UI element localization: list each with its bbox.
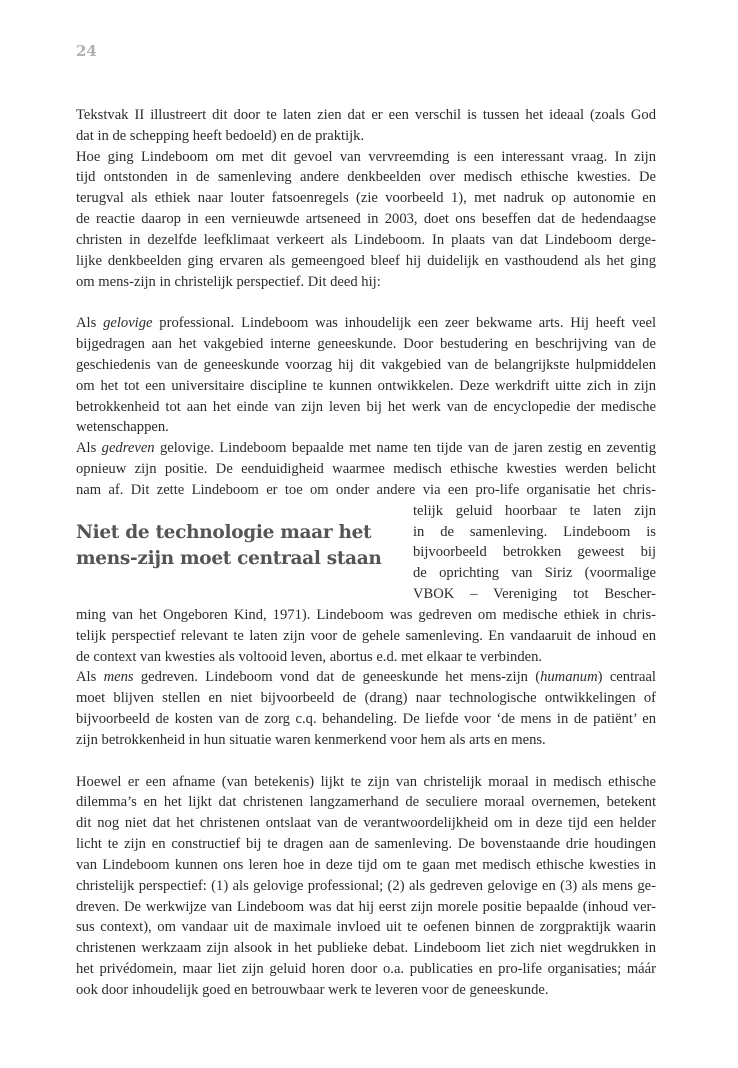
text-segment: bijgedragen aan het vakgebied interne geneeskunde. Door bestudering en beschrijving van de [76,336,656,353]
text-line [76,105,656,125]
text-line [76,876,656,896]
text-segment: Tekstvak II illustreert dit door te laten zien dat er een verschil is tussen het ideaal (zoals God [76,107,656,123]
text-line [76,605,656,625]
text-segment: om het tot een universitaire discipline te kunnen ontwikkelen. Deze werkdrift uitte zich in zijn [76,377,656,394]
text-segment: dit nog niet dat het christenen ontslaat van de verantwoordelijkheid om in deze tijd een helder [76,815,656,832]
text-segment: licht te zijn en constructief bij te dragen aan de samenleving. De bovenstaande drie houdingen [76,836,656,853]
text-segment: sus context), om vandaar uit de maximale invloed uit te oefenen binnen de zorgpraktijk waarin [76,919,656,936]
text-segment: Als [76,440,102,457]
text-segment: christelijk perspectief: (1) als gelovige professional; (2) als gedreven gelovige en (3) als mens ge- [76,877,656,894]
text-line [76,667,656,687]
emphasized-text: humanum [540,669,598,686]
text-segment: bijvoorbeeld betrokken geweest bij [413,544,656,561]
text-line [76,855,656,875]
text-line [76,834,656,854]
text-segment: Als [76,315,104,332]
text-line [76,709,656,729]
text-segment: bijvoorbeeld de kosten van de zorg c.q. behandeling. De liefde voor ‘de mens in de patiënt’ en [76,711,656,728]
text-segment: van Lindeboom kunnen ons leren hoe in deze tijd om te gaan met medisch ethische kwesties in [76,856,656,873]
text-line [76,126,656,146]
text-segment: dreven. De werkwijze van Lindeboom was dat hij eerst zijn morele positie bepaalde (inhoud ver- [76,898,656,915]
text-segment: ) centraal [597,669,656,686]
text-line [76,209,656,229]
text-segment: ming van het Ongeboren Kind, 1971). Lindeboom was gedreven om medische ethiek in chris- [76,606,656,623]
section-heading-line: mens-zijn moet centraal staan [76,548,382,569]
text-line [76,397,656,417]
text-segment: telijk perspectief relevant te laten zijn voor de gehele samenleving. En vandaaruit de inhoud en [76,627,656,644]
text-segment: Hoe ging Lindeboom om met dit gevoel van vervreemding is een interessant vraag. In zijn [76,148,656,165]
text-line [76,188,656,208]
text-line [413,563,656,583]
text-segment: VBOK – Vereniging tot Bescher- [413,586,656,603]
section-heading [76,520,396,572]
text-segment: dilemma’s en het lijkt dat christenen langzamerhand de seculiere moraal overnemen, betekent [76,794,656,811]
text-line [76,459,656,479]
text-line [76,230,656,250]
text-segment: gedreven. Lindeboom vond dat de geneeskunde het mens-zijn ( [133,669,541,686]
text-line [413,542,656,562]
text-line [76,980,656,1000]
text-line [76,813,656,833]
text-line [76,792,656,812]
text-segment: dat in de schepping heeft bedoeld) en de praktijk. [76,127,365,144]
text-line [76,417,656,437]
text-line [76,897,656,917]
text-line [76,251,656,271]
text-line [413,584,656,604]
emphasized-text: gelovige [103,315,153,332]
text-segment: christen in dezelfde leefklimaat verkeert als Lindeboom. In plaats van dat Lindeboom derge- [76,231,656,248]
text-line [76,480,656,500]
text-line [413,501,656,521]
text-segment: het privédomein, maar liet zijn geluid horen door o.a. publicaties en pro-life organisaties; máár [76,961,656,978]
text-line [76,647,656,667]
text-segment: de context van kwesties als voltooid leven, abortus e.d. met elkaar te verbinden. [76,648,543,665]
emphasized-text: gedreven [101,440,155,457]
text-line [76,376,656,396]
text-segment: terugval als ethiek naar louter fatsoenregels (zie voorbeeld 1), met nadruk op autonomie en [76,190,656,207]
text-segment: wetenschappen. [76,419,169,436]
text-segment: Als [76,669,104,686]
text-segment: professional. Lindeboom was inhoudelijk een zeer bekwame arts. Hij heeft veel [152,315,657,332]
text-segment: om mens-zijn in christelijk perspectief. Dit deed hij: [76,273,381,290]
text-segment: betrokkenheid tot aan het einde van zijn leven bij het werk van de encyclopedie der medische [76,398,656,415]
text-line [76,272,656,292]
text-segment: moet blijven stellen en niet bijvoorbeeld de (drang) naar technologische ontwikkelingen of [76,690,656,707]
section-heading-line: Niet de technologie maar het [76,522,372,543]
text-segment: in de samenleving. Lindeboom is [413,523,656,540]
text-line [76,334,656,354]
text-line [76,938,656,958]
text-segment: de oprichting van Siriz (voormalige [413,565,656,582]
text-line [76,438,656,458]
text-line [76,959,656,979]
text-segment: zijn betrokkenheid in hun situatie waren kenmerkend voor hem als arts en mens. [76,731,546,748]
text-segment: telijk geluid hoorbaar te laten zijn [413,502,656,519]
text-segment: ook door inhoudelijk goed en betrouwbaar werk te leveren voor de geneeskunde. [76,981,549,998]
text-line [76,313,656,333]
text-segment: gelovige. Lindeboom bepaalde met name ten tijde van de jaren zestig en zeventig [154,440,657,457]
text-line [76,917,656,937]
text-line [76,772,656,792]
text-line [413,522,656,542]
page-number: 24 [76,42,97,60]
text-segment: nam af. Dit zette Lindeboom er toe om onder andere via een pro-life organisatie het chris- [76,481,656,498]
text-line [76,147,656,167]
text-segment: de reactie daarop in een vernieuwde artseneed in 2003, doet ons beseffen dat de hedendaagse [76,211,656,228]
text-segment: tijd ontstonden in de samenleving andere denkbeelden over medisch ethische kwesties. De [76,169,656,186]
text-line [76,626,656,646]
text-segment: christenen werkzaam zijn alsook in het publieke debat. Lindeboom liet zich niet wegdrukken in [76,940,656,957]
emphasized-text: mens [103,669,134,686]
text-line [76,730,656,750]
text-segment: Hoewel er een afname (van betekenis) lijkt te zijn van christelijk moraal in medisch ethische [76,773,656,790]
text-segment: geschiedenis van de geneeskunde voorzag hij dit vakgebied van de belangrijkste hulpmiddelen [76,356,656,373]
text-line [76,167,656,187]
text-line [76,355,656,375]
text-segment: lijke denkbeelden ging ervaren als gemeengoed bleef hij duidelijk en vasthoudend als het ging [76,252,656,269]
text-segment: opnieuw zijn positie. De eenduidigheid waarmee medisch ethische kwesties werden belicht [76,461,656,478]
text-line [76,688,656,708]
